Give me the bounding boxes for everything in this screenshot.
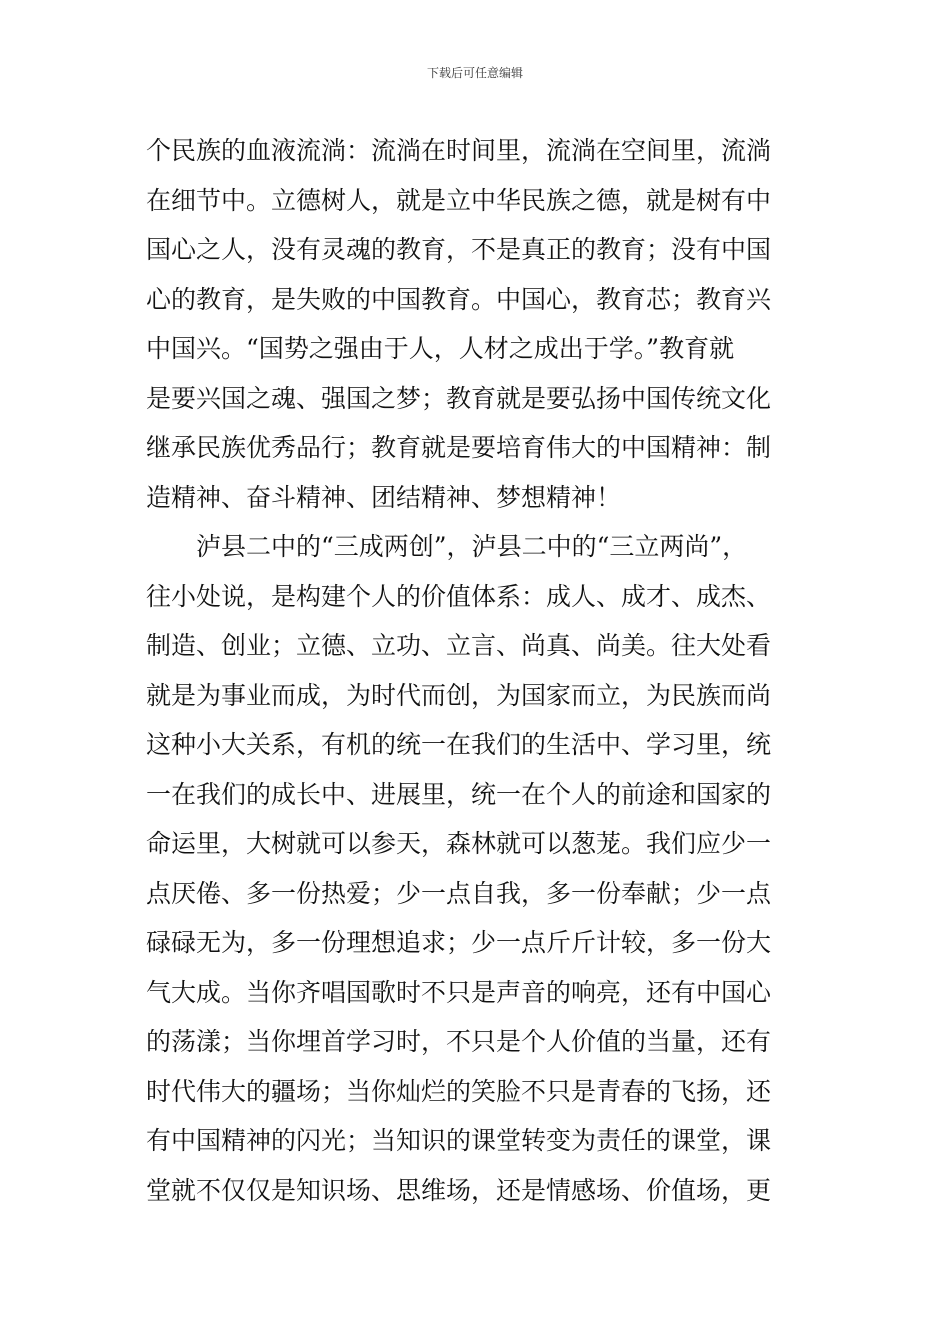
text-line: 命运里，大树就可以参天，森林就可以葱茏。我们应少一	[146, 829, 772, 858]
paragraph-first-line: 泸县二中的“三成两创”，泸县二中的“三立两尚”，	[196, 532, 748, 561]
text-line: 继承民族优秀品行；教育就是要培育伟大的中国精神：制	[146, 433, 772, 462]
text-line: 制造、创业；立德、立功、立言、尚真、尚美。往大处看	[146, 631, 772, 660]
document-body	[146, 126, 814, 1215]
text-line: 中国兴。“国势之强由于人，人材之成出于学。”教育就	[146, 334, 735, 363]
text-line: 有中国精神的闪光；当知识的课堂转变为责任的课堂，课	[146, 1126, 772, 1155]
text-line: 国心之人，没有灵魂的教育，不是真正的教育；没有中国	[146, 235, 772, 264]
text-line: 往小处说，是构建个人的价值体系：成人、成才、成杰、	[146, 581, 772, 611]
text-line: 就是为事业而成，为时代而创，为国家而立，为民族而尚	[146, 680, 772, 710]
page-header-note: 下载后可任意编辑	[426, 66, 523, 80]
text-line: 一在我们的成长中、进展里，统一在个人的前途和国家的	[146, 779, 772, 809]
text-line: 在细节中。立德树人，就是立中华民族之德，就是树有中	[146, 185, 772, 215]
text-line: 个民族的血液流淌：流淌在时间里，流淌在空间里，流淌	[146, 136, 772, 165]
text-line: 的荡漾；当你埋首学习时，不只是个人价值的当量，还有	[146, 1027, 772, 1056]
text-line: 气大成。当你齐唱国歌时不只是声音的响亮，还有中国心	[146, 977, 772, 1007]
text-line: 碌碌无为，多一份理想追求；少一点斤斤计较，多一份大	[146, 928, 772, 957]
text-line: 点厌倦、多一份热爱；少一点自我，多一份奉献；少一点	[146, 878, 772, 908]
text-line: 是要兴国之魂、强国之梦；教育就是要弘扬中国传统文化	[146, 383, 772, 413]
text-line: 造精神、奋斗精神、团结精神、梦想精神！	[146, 482, 622, 512]
text-line: 堂就不仅仅是知识场、思维场，还是情感场、价值场，更	[146, 1175, 772, 1205]
text-line: 心的教育，是失败的中国教育。中国心，教育芯；教育兴	[146, 284, 772, 314]
text-line: 时代伟大的疆场；当你灿烂的笑脸不只是青春的飞扬，还	[146, 1076, 772, 1106]
text-line: 这种小大关系，有机的统一在我们的生活中、学习里，统	[146, 730, 772, 759]
